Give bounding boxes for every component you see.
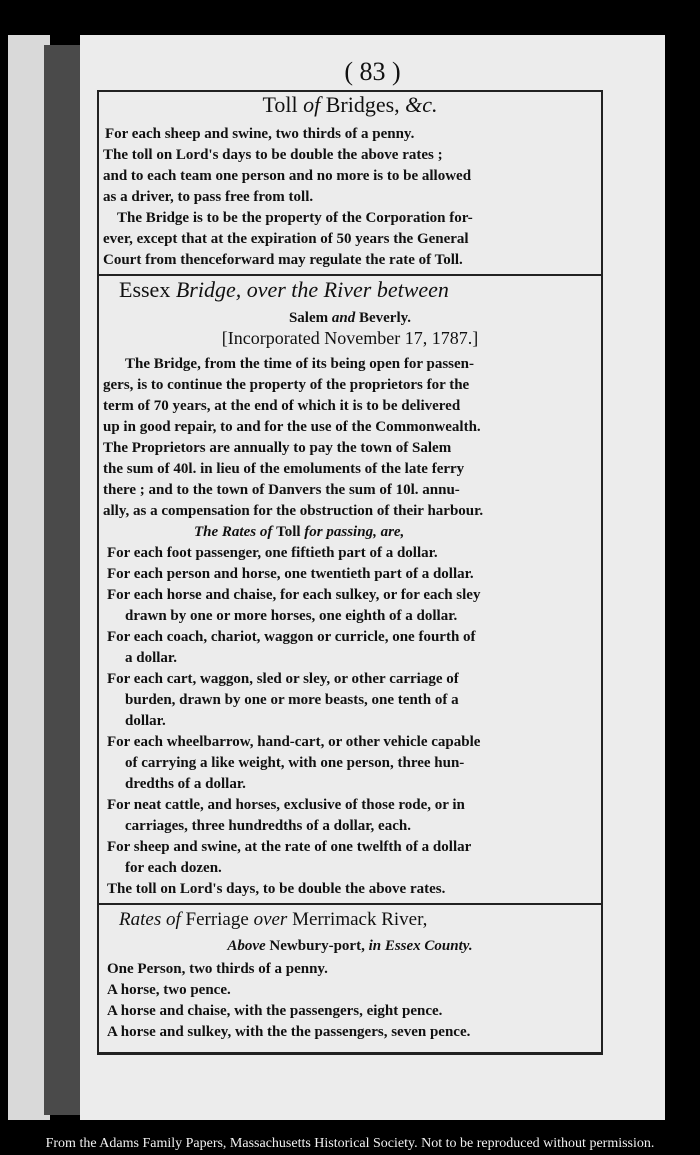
title-part: River, (376, 909, 428, 930)
rate-line: The toll on Lord's days, to be double the above rates. (107, 881, 446, 897)
rate-line: burden, drawn by one or more beasts, one tenth of a (125, 692, 459, 708)
rate-line: For sheep and swine, at the rate of one twelfth of a dollar (107, 839, 472, 855)
rate-line: of carrying a like weight, with one person, three hun- (125, 755, 465, 771)
text-line: ever, except that at the expiration of 50 years the General (103, 231, 469, 247)
text-line: The Bridge is to be the property of the Corporation for- (117, 210, 473, 226)
subtitle-part: in Essex County. (364, 938, 473, 954)
text-line: the sum of 40l. in lieu of the emoluments of the late ferry (103, 461, 465, 477)
book-gutter (44, 45, 80, 1115)
heading-part: &c. (405, 92, 438, 117)
rate-line: for each dozen. (125, 860, 222, 876)
ferriage-line: A horse, two pence. (107, 982, 231, 998)
rate-line: dollar. (125, 713, 166, 729)
ferriage-line: A horse and chaise, with the passengers, eight pence. (107, 1003, 443, 1019)
rate-line: For each cart, waggon, sled or sley, or other carriage of (107, 671, 459, 687)
title-part: Ferriage (185, 909, 249, 930)
subtitle-part: Above (227, 938, 270, 954)
ferriage-title (119, 910, 601, 930)
text-line: For each sheep and swine, two thirds of a penny. (105, 126, 415, 142)
rate-line: carriages, three hundredths of a dollar, each. (125, 818, 411, 834)
essex-subtitle (99, 308, 601, 328)
incorporated-date: [Incorporated November 17, 1787.] (221, 328, 479, 348)
heading-part: of (303, 92, 321, 117)
rates-part: Toll (276, 524, 301, 540)
subtitle-part: Beverly. (355, 310, 412, 326)
text-line: The Proprietors are annually to pay the town of Salem (103, 440, 452, 456)
title-part: Merrimack (292, 909, 377, 930)
heading-part: Toll (262, 92, 304, 117)
rate-line: For each wheelbarrow, hand-cart, or other vehicle capable (107, 734, 481, 750)
document-page (80, 35, 665, 1120)
ferriage-line: One Person, two thirds of a penny. (107, 961, 328, 977)
title-part: Rates of (119, 909, 186, 930)
rate-line: For each coach, chariot, waggon or curricle, one fourth of (107, 629, 476, 645)
text-line: Court from thenceforward may regulate the rate of Toll. (103, 252, 463, 268)
rates-part: for passing, are, (300, 524, 405, 540)
section-rule (99, 274, 601, 276)
text-line: there ; and to the town of Danvers the sum of 10l. annu- (103, 482, 460, 498)
rate-line: dredths of a dollar. (125, 776, 246, 792)
rate-line: For each horse and chaise, for each sulkey, or for each sley (107, 587, 481, 603)
ferriage-subtitle (99, 936, 601, 956)
text-line: gers, is to continue the property of the proprietors for the (103, 377, 470, 393)
heading-part: Bridges, (320, 92, 406, 117)
rate-line: a dollar. (125, 650, 177, 666)
text-line: term of 70 years, at the end of which it is to be delivered (103, 398, 461, 414)
rate-line: For neat cattle, and horses, exclusive of those rode, or in (107, 797, 465, 813)
page-number: ( 83 ) (344, 57, 401, 86)
title-part: Bridge, over the River between (175, 277, 449, 302)
text-line: ally, as a compensation for the obstruction of their harbour. (103, 503, 484, 519)
title-part: over (248, 909, 293, 930)
rate-line: drawn by one or more horses, one eighth of a dollar. (125, 608, 458, 624)
text-line: The toll on Lord's days to be double the above rates ; (103, 147, 443, 163)
subtitle-part: Newbury-port, (269, 938, 365, 954)
text-line: up in good repair, to and for the use of the Commonwealth. (103, 419, 481, 435)
text-line: and to each team one person and no more is to be allowed (103, 168, 472, 184)
ferriage-line: A horse and sulkey, with the the passengers, seven pence. (107, 1024, 471, 1040)
subtitle-part: and (331, 310, 356, 326)
subtitle-part: Salem (288, 310, 332, 326)
rate-line: For each person and horse, one twentieth part of a dollar. (107, 566, 474, 582)
rate-line: For each foot passenger, one fiftieth part of a dollar. (107, 545, 438, 561)
archive-credit-footer: From the Adams Family Papers, Massachusetts Historical Society. Not to be reproduced without permission. (45, 1136, 655, 1151)
text-line: as a driver, to pass free from toll. (103, 189, 314, 205)
essex-bridge-title (119, 277, 601, 302)
rates-heading (194, 522, 601, 542)
text-line: The Bridge, from the time of its being open for passen- (125, 356, 475, 372)
section-rule (99, 903, 601, 905)
title-part: Essex (119, 277, 176, 302)
text-frame (97, 90, 603, 1055)
rates-part: The Rates of (194, 524, 277, 540)
section-heading-toll-of-bridges (99, 92, 601, 118)
